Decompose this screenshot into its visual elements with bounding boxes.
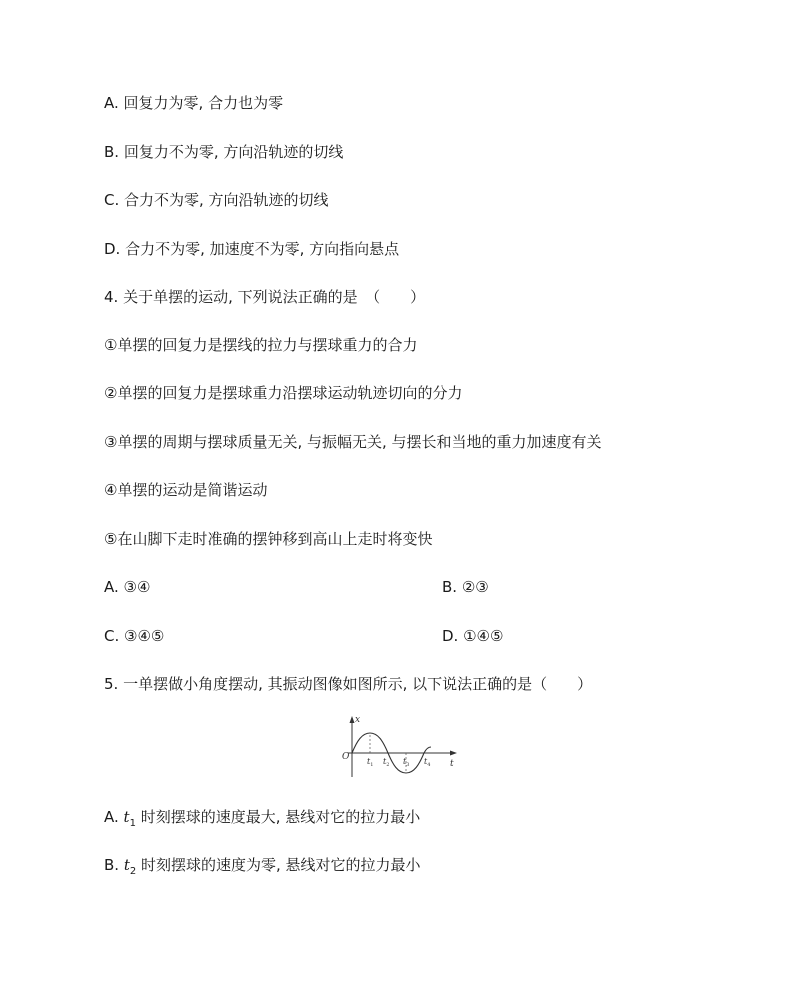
q3-option-d: D. 合力不为零, 加速度不为零, 方向指向悬点 <box>104 240 400 258</box>
q4-option-a: A. ③④ <box>104 578 151 596</box>
x-axis-arrow-icon <box>450 751 457 756</box>
t1-tick-label: $t_1$ <box>367 757 374 768</box>
q5-stem: 5. 一单摆做小角度摆动, 其振动图像如图所示, 以下说法正确的是（ ） <box>104 675 593 693</box>
q4-option-d: D. ①④⑤ <box>442 627 504 645</box>
q4-statement-5: ⑤在山脚下走时准确的摆钟移到高山上走时将变快 <box>104 530 433 548</box>
q3-option-b: B. 回复力不为零, 方向沿轨迹的切线 <box>104 143 344 161</box>
vibration-graph <box>336 711 462 781</box>
q4-option-b: B. ②③ <box>442 578 489 596</box>
q4-statement-3: ③单摆的周期与摆球质量无关, 与振幅无关, 与摆长和当地的重力加速度有关 <box>104 433 602 451</box>
q4-option-c: C. ③④⑤ <box>104 627 165 645</box>
x-axis-label: t <box>450 759 454 769</box>
origin-label: O <box>342 752 350 762</box>
q4-statement-1: ①单摆的回复力是摆线的拉力与摆球重力的合力 <box>104 336 418 354</box>
q5-option-b <box>104 855 421 882</box>
q5-option-a-text: 时刻摆球的速度最大, 悬线对它的拉力最小 <box>135 808 421 826</box>
q5-option-a-prefix: A. <box>104 808 119 826</box>
q3-option-a: A. 回复力为零, 合力也为零 <box>104 94 284 112</box>
q3-option-c: C. 合力不为零, 方向沿轨迹的切线 <box>104 191 329 209</box>
q5-option-b-sub: 2 <box>129 866 137 877</box>
t2-tick-label: $t_2$ <box>383 757 390 768</box>
q5-option-a <box>104 807 420 834</box>
q4-statement-2: ②单摆的回复力是摆球重力沿摆球运动轨迹切向的分力 <box>104 384 463 402</box>
q5-option-b-text: 时刻摆球的速度为零, 悬线对它的拉力最小 <box>136 856 421 874</box>
q5-option-a-var: t <box>123 808 130 826</box>
q4-statement-4: ④单摆的运动是简谐运动 <box>104 481 268 499</box>
y-axis-label: x <box>355 715 361 725</box>
q4-stem: 4. 关于单摆的运动, 下列说法正确的是 （ ） <box>104 288 426 306</box>
q5-option-a-sub: 1 <box>129 818 136 829</box>
y-axis-arrow-icon <box>350 716 355 723</box>
q5-option-b-prefix: B. <box>104 856 120 874</box>
t3-tick-label: $t_3$ <box>403 757 410 768</box>
t4-tick-label: $t_4$ <box>424 757 431 768</box>
q5-option-b-var: t <box>123 856 130 874</box>
